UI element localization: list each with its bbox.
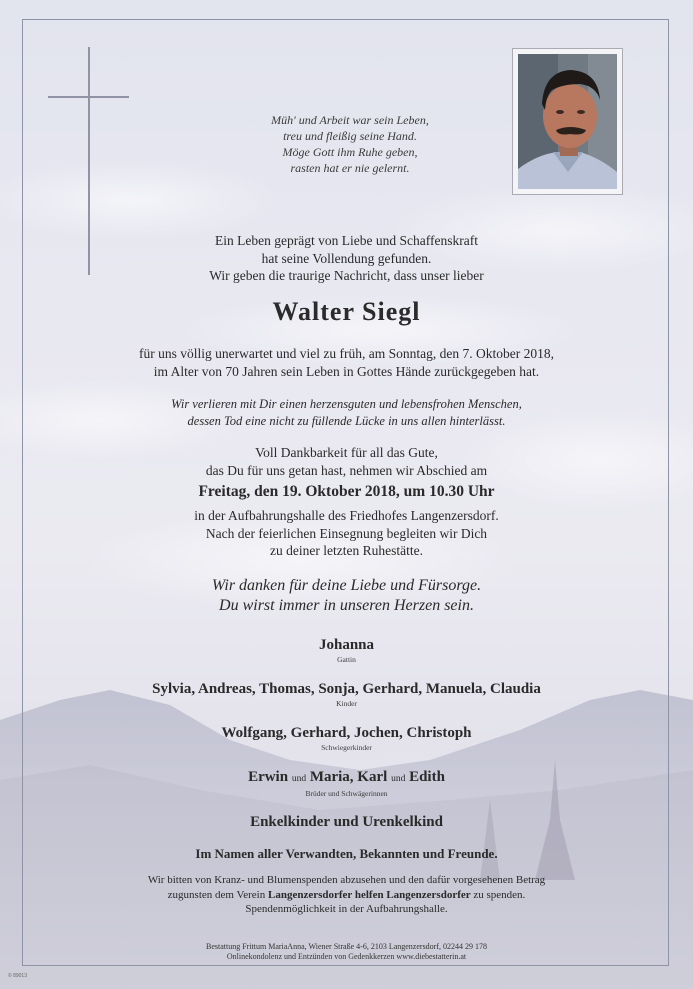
cross-icon-horizontal — [48, 96, 129, 98]
mourner-relation: Schwiegerkinder — [321, 743, 372, 752]
intro-text — [0, 232, 693, 285]
conjunction: und — [391, 774, 406, 784]
thanks-text — [0, 576, 693, 616]
portrait-image — [518, 54, 617, 189]
mourner-children — [0, 680, 693, 708]
portrait-photo — [512, 48, 623, 195]
mourner-names: Sylvia, Andreas, Thomas, Sonja, Gerhard, Manuela, Claudia — [152, 681, 541, 697]
mourner-relation: Brüder und Schwägerinnen — [305, 789, 388, 798]
death-info-line: für uns völlig unerwartet und viel zu früh, am Sonntag, den 7. Oktober 2018, — [138, 346, 555, 361]
donation-line: Wir bitten von Kranz- und Blumenspenden abzusehen und den dafür vorgesehenen Betrag — [147, 874, 546, 886]
mourner-relatives: Im Namen aller Verwandten, Bekannten und Freunde. — [195, 846, 498, 861]
poem-block — [250, 112, 450, 176]
tribute-line: Wir verlieren mit Dir einen herzensguten und lebensfrohen Menschen, — [171, 397, 522, 411]
poem-line: rasten hat er nie gelernt. — [290, 161, 410, 175]
poem-line: Müh' und Arbeit war sein Leben, — [271, 113, 429, 127]
ceremony-place — [0, 507, 693, 560]
donation-line: Spendenmöglichkeit in der Aufbahrungshalle. — [245, 903, 448, 915]
deceased-name: Walter Siegl — [272, 297, 421, 326]
death-info-line: im Alter von 70 Jahren sein Leben in Gottes Hände zurückgegeben hat. — [153, 363, 540, 379]
mourner-names: Johanna — [318, 637, 375, 653]
intro-line: Ein Leben geprägt von Liebe und Schaffenskraft — [215, 233, 478, 248]
print-code: © 89013 — [8, 973, 27, 979]
farewell-line: das Du für uns getan hast, nehmen wir Abschied am — [205, 462, 488, 478]
mourner-siblings — [0, 768, 693, 798]
footer-line: Onlinekondolenz und Entzünden von Gedenkkerzen www.diebestatterin.at — [226, 952, 467, 961]
mourner-names: Wolfgang, Gerhard, Jochen, Christoph — [221, 725, 472, 741]
thanks-line: Du wirst immer in unseren Herzen sein. — [219, 597, 474, 614]
death-info — [0, 345, 693, 380]
mourner-relation: Kinder — [336, 699, 357, 708]
sibling-name: Erwin — [248, 769, 289, 785]
donation-line — [0, 888, 693, 903]
farewell-line: Voll Dankbarkeit für all das Gute, — [255, 445, 438, 460]
sibling-name: Edith — [409, 769, 445, 785]
intro-line: Wir geben die traurige Nachricht, dass unser lieber — [209, 268, 484, 283]
mourner-in-laws — [0, 724, 693, 752]
ceremony-line: in der Aufbahrungshalle des Friedhofes Langenzersdorf. — [194, 508, 499, 523]
ceremony-line: zu deiner letzten Ruhestätte. — [270, 543, 423, 558]
footer-line: Bestattung Frittum MariaAnna, Wiener Straße 4-6, 2103 Langenzersdorf, 02244 29 178 — [205, 942, 488, 951]
ceremony-line: Nach der feierlichen Einsegnung begleiten wir Dich — [205, 525, 488, 541]
mourner-grandchildren: Enkelkinder und Urenkelkind — [250, 814, 443, 830]
mourner-wife — [0, 636, 693, 664]
footer — [0, 942, 693, 962]
poem-line: Möge Gott ihm Ruhe geben, — [282, 145, 418, 159]
tribute-text — [0, 396, 693, 430]
donation-prefix: zugunsten dem Verein — [167, 888, 268, 901]
donation-text — [0, 873, 693, 917]
ceremony-date: Freitag, den 19. Oktober 2018, um 10.30 Uhr — [198, 483, 495, 500]
mourner-relation: Gattin — [337, 655, 356, 664]
donation-association: Langenzersdorfer helfen Langenzersdorfer — [267, 888, 471, 901]
tribute-line: dessen Tod eine nicht zu füllende Lücke in uns allen hinterlässt. — [187, 414, 506, 428]
thanks-line: Wir danken für deine Liebe und Fürsorge. — [211, 577, 482, 594]
sibling-name: Maria, Karl — [309, 769, 388, 785]
farewell-text — [0, 444, 693, 479]
mourner-names — [0, 768, 693, 789]
donation-suffix: zu spenden. — [470, 888, 526, 901]
conjunction: und — [291, 774, 307, 784]
poem-line: treu und fleißig seine Hand. — [283, 129, 417, 143]
intro-line: hat seine Vollendung gefunden. — [261, 250, 432, 266]
